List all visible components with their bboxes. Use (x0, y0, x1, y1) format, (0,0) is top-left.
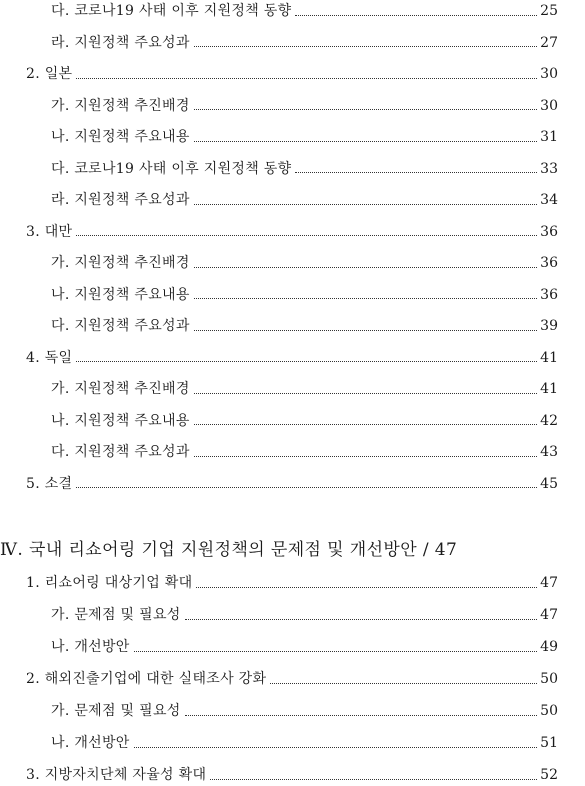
dot-leader (194, 298, 538, 299)
toc-entry-page: 50 (540, 671, 558, 687)
toc-entry[interactable] (0, 700, 558, 722)
toc-entry-page: 43 (540, 444, 558, 460)
toc-entry-page: 25 (540, 3, 558, 19)
dot-leader (194, 109, 538, 110)
toc-entry-page: 45 (540, 475, 558, 492)
toc-entry-label: 가. 문제점 및 필요성 (51, 607, 181, 623)
toc-entry[interactable] (0, 315, 558, 337)
toc-entry-label: 나. 지원정책 주요내용 (51, 286, 190, 303)
toc-entry-label: 나. 지원정책 주요내용 (51, 412, 190, 429)
toc-entry-label: 나. 지원정책 주요내용 (51, 129, 190, 145)
toc-entry-page: 52 (540, 767, 558, 783)
toc-entry-label: 라. 지원정책 주요성과 (51, 34, 190, 51)
toc-entry[interactable] (0, 732, 558, 754)
toc-entry[interactable] (0, 0, 558, 22)
toc-entry[interactable] (0, 347, 558, 369)
toc-entry-page: 51 (540, 735, 558, 751)
toc-entry[interactable] (0, 636, 558, 658)
toc-entry-label: 가. 지원정책 추진배경 (51, 255, 190, 271)
dot-leader (270, 683, 537, 684)
toc-entry[interactable] (0, 158, 558, 180)
dot-leader (76, 487, 537, 488)
toc-entry-page: 41 (540, 349, 558, 366)
toc-entry-label: 3. 지방자치단체 자율성 확대 (26, 767, 207, 783)
toc-entry-page: 47 (540, 575, 558, 591)
dot-leader (295, 15, 537, 16)
toc-entry[interactable] (0, 126, 558, 148)
dot-leader (194, 204, 538, 205)
dot-leader (134, 747, 538, 748)
toc-entry-page: 39 (540, 318, 558, 334)
dot-leader (196, 587, 537, 588)
toc-entry[interactable] (0, 668, 558, 690)
toc-entry-page: 36 (540, 223, 558, 240)
toc-entry[interactable] (0, 221, 558, 243)
toc-entry-page: 30 (540, 66, 558, 82)
toc-entry[interactable] (0, 378, 558, 400)
dot-leader (295, 172, 537, 173)
dot-leader (194, 393, 538, 394)
toc-entry-label: 나. 개선방안 (51, 735, 130, 751)
toc-entry-label: 다. 코로나19 사태 이후 지원정책 동향 (51, 3, 292, 19)
dot-leader (194, 330, 538, 331)
toc-entry-page: 33 (540, 160, 558, 177)
toc-entry-label: 2. 일본 (26, 66, 73, 82)
toc-entry[interactable] (0, 63, 558, 85)
toc-entry-label: 다. 지원정책 주요성과 (51, 318, 190, 334)
toc-entry-page: 47 (540, 607, 558, 623)
toc-entry-page: 49 (540, 639, 558, 655)
toc-entry-label: 3. 대만 (26, 223, 73, 240)
dot-leader (194, 424, 538, 425)
dot-leader (194, 46, 538, 47)
toc-entry-label: 가. 지원정책 추진배경 (51, 381, 190, 397)
toc-entry-label: 2. 해외진출기업에 대한 실태조사 강화 (26, 671, 267, 687)
toc-entry-label: 1. 리쇼어링 대상기업 확대 (26, 575, 193, 591)
toc-entry-label: 5. 소결 (26, 475, 73, 492)
dot-leader (194, 456, 538, 457)
toc-entry-page: 36 (540, 255, 558, 271)
toc-entry-page: 27 (540, 34, 558, 51)
toc-entry-label: 라. 지원정책 주요성과 (51, 192, 190, 208)
toc-entry-label: 다. 코로나19 사태 이후 지원정책 동향 (51, 160, 292, 177)
toc-entry-page: 31 (540, 129, 558, 145)
toc-entry-label: 나. 개선방안 (51, 639, 130, 655)
toc-entry-label: 가. 지원정책 추진배경 (51, 97, 190, 114)
dot-leader (185, 619, 538, 620)
dot-leader (185, 715, 538, 716)
toc-entry[interactable] (0, 189, 558, 211)
toc-entry[interactable] (0, 410, 558, 432)
toc-entry-page: 42 (540, 412, 558, 429)
dot-leader (76, 361, 537, 362)
toc-entry-page: 50 (540, 703, 558, 719)
toc-entry[interactable] (0, 284, 558, 306)
toc-entry[interactable] (0, 473, 558, 495)
toc-entry[interactable] (0, 572, 558, 594)
dot-leader (194, 267, 538, 268)
dot-leader (194, 141, 538, 142)
toc-entry-label: 가. 문제점 및 필요성 (51, 703, 181, 719)
toc-entry[interactable] (0, 764, 558, 786)
chapter-heading: Ⅳ. 국내 리쇼어링 기업 지원정책의 문제점 및 개선방안 / 47 (0, 540, 458, 560)
toc-entry[interactable] (0, 95, 558, 117)
toc-entry[interactable] (0, 32, 558, 54)
toc-entry[interactable] (0, 604, 558, 626)
dot-leader (210, 779, 537, 780)
toc-entry[interactable] (0, 441, 558, 463)
toc-entry-page: 41 (540, 381, 558, 397)
toc-entry-page: 30 (540, 97, 558, 114)
dot-leader (76, 235, 537, 236)
toc-entry-label: 4. 독일 (26, 349, 73, 366)
toc-entry-label: 다. 지원정책 주요성과 (51, 444, 190, 460)
dot-leader (134, 651, 538, 652)
toc-entry-page: 34 (540, 192, 558, 208)
toc-entry[interactable] (0, 252, 558, 274)
toc-entry-page: 36 (540, 286, 558, 303)
dot-leader (76, 78, 537, 79)
